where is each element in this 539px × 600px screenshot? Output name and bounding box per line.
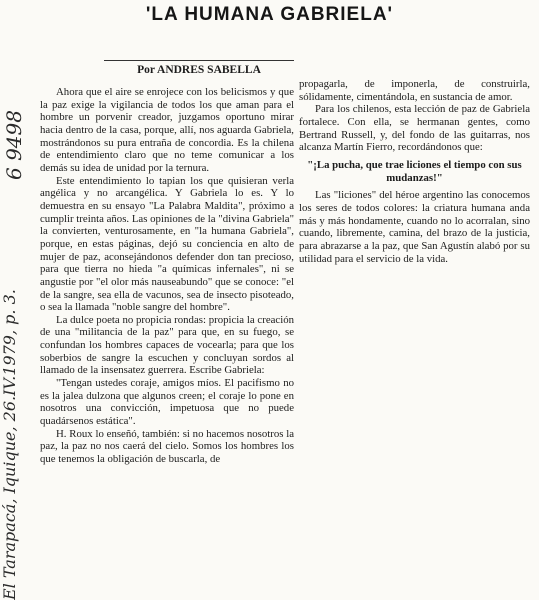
handwritten-source-note: El Tarapacá, Iquique, 26.IV.1979, p. 3. <box>0 289 19 600</box>
paragraph: "¡La pucha, que trae liciones el tiempo con sus mudanzas!" <box>307 158 522 184</box>
paragraph: Las "liciones" del héroe argentino las conocemos los seres de todos colores: la criatura humana anda más y más hondamente, cuando no lo acorralan, sino cuando, libremente, camina, del brazo de la justicia, para abrazarse a la paz, que San Agustín alabó por su utilidad para el servicio de la vida. <box>299 189 530 265</box>
paragraph: Este entendimiento lo tapian los que quisieran verla angélica y no arcangélica. Y Gabriela lo es. Y lo demuestra en su ensayo "La Palabra Maldita", próximo a cumplir treinta años. Las opiniones de la "divina Gabriela" la convierten, venturosamente, en "la humana Gabriela", porque, en estas páginas, dejó su conciencia en alto de mujer de paz, aconsejándonos defender don tan precioso, para que tierra no hieda "a químicas infernales", ni se angustie por "el olor más nauseabundo" que se conoce: "el de la sangre, sea ella de vacunos, sea de insecto pisoteado, o sea la llamada "noble sangre del hombre". <box>40 174 294 314</box>
paragraph: Ahora que el aire se enrojece con los belicismos y que la paz exige la vigilancia de todos los que aman para el hombre un porvenir creador, juzgamos oportuno mirar hacia dentro de la casa, porque, allí, nos aguarda Gabriela, mostrándonos su pura entraña de concordia. Es la chilena de entendimiento claro que no teme comunicar a los demás su idea de unidad por la ternura. <box>40 86 294 174</box>
byline: Por ANDRES SABELLA <box>137 64 261 76</box>
column-right <box>299 78 530 265</box>
paragraph: Para los chilenos, esta lección de paz de Gabriela fortalece. Con ella, se hermanan gentes, como Bertrand Russell, y, del fondo de las guitarras, nos alcanza Martín Fierro, recordándonos que: <box>299 103 530 154</box>
paragraph: H. Roux lo enseñó, también: si no hacemos nosotros la paz, la paz no nos caerá del cielo. Somos los hombres los que tenemos la obligación de buscarla, de <box>40 427 294 466</box>
byline-rule <box>104 60 294 61</box>
paragraph: La dulce poeta no propicia rondas: propicia la creación de una "militancia de la paz" para que, en su fuego, se confundan los hombres capaces de vocearla; para que los soberbios de sangre la escuchen y concluyan sordos al llamado de la insensatez guerrera. Escribe Gabriela: <box>40 313 294 377</box>
paragraph: propagarla, de imponerla, de construirla, sólidamente, cimentándola, en sustancia de amor. <box>299 78 530 103</box>
column-left <box>40 86 294 466</box>
article-headline: 'LA HUMANA GABRIELA' <box>145 4 394 25</box>
paragraph: "Tengan ustedes coraje, amigos míos. El pacifismo no es la jalea dulzona que algunos creen; el coraje lo pone en nosotros una convicción, impetuosa que no puede quadársenos estática". <box>40 377 294 428</box>
handwritten-catalog-number: 6 9498 <box>2 110 26 180</box>
